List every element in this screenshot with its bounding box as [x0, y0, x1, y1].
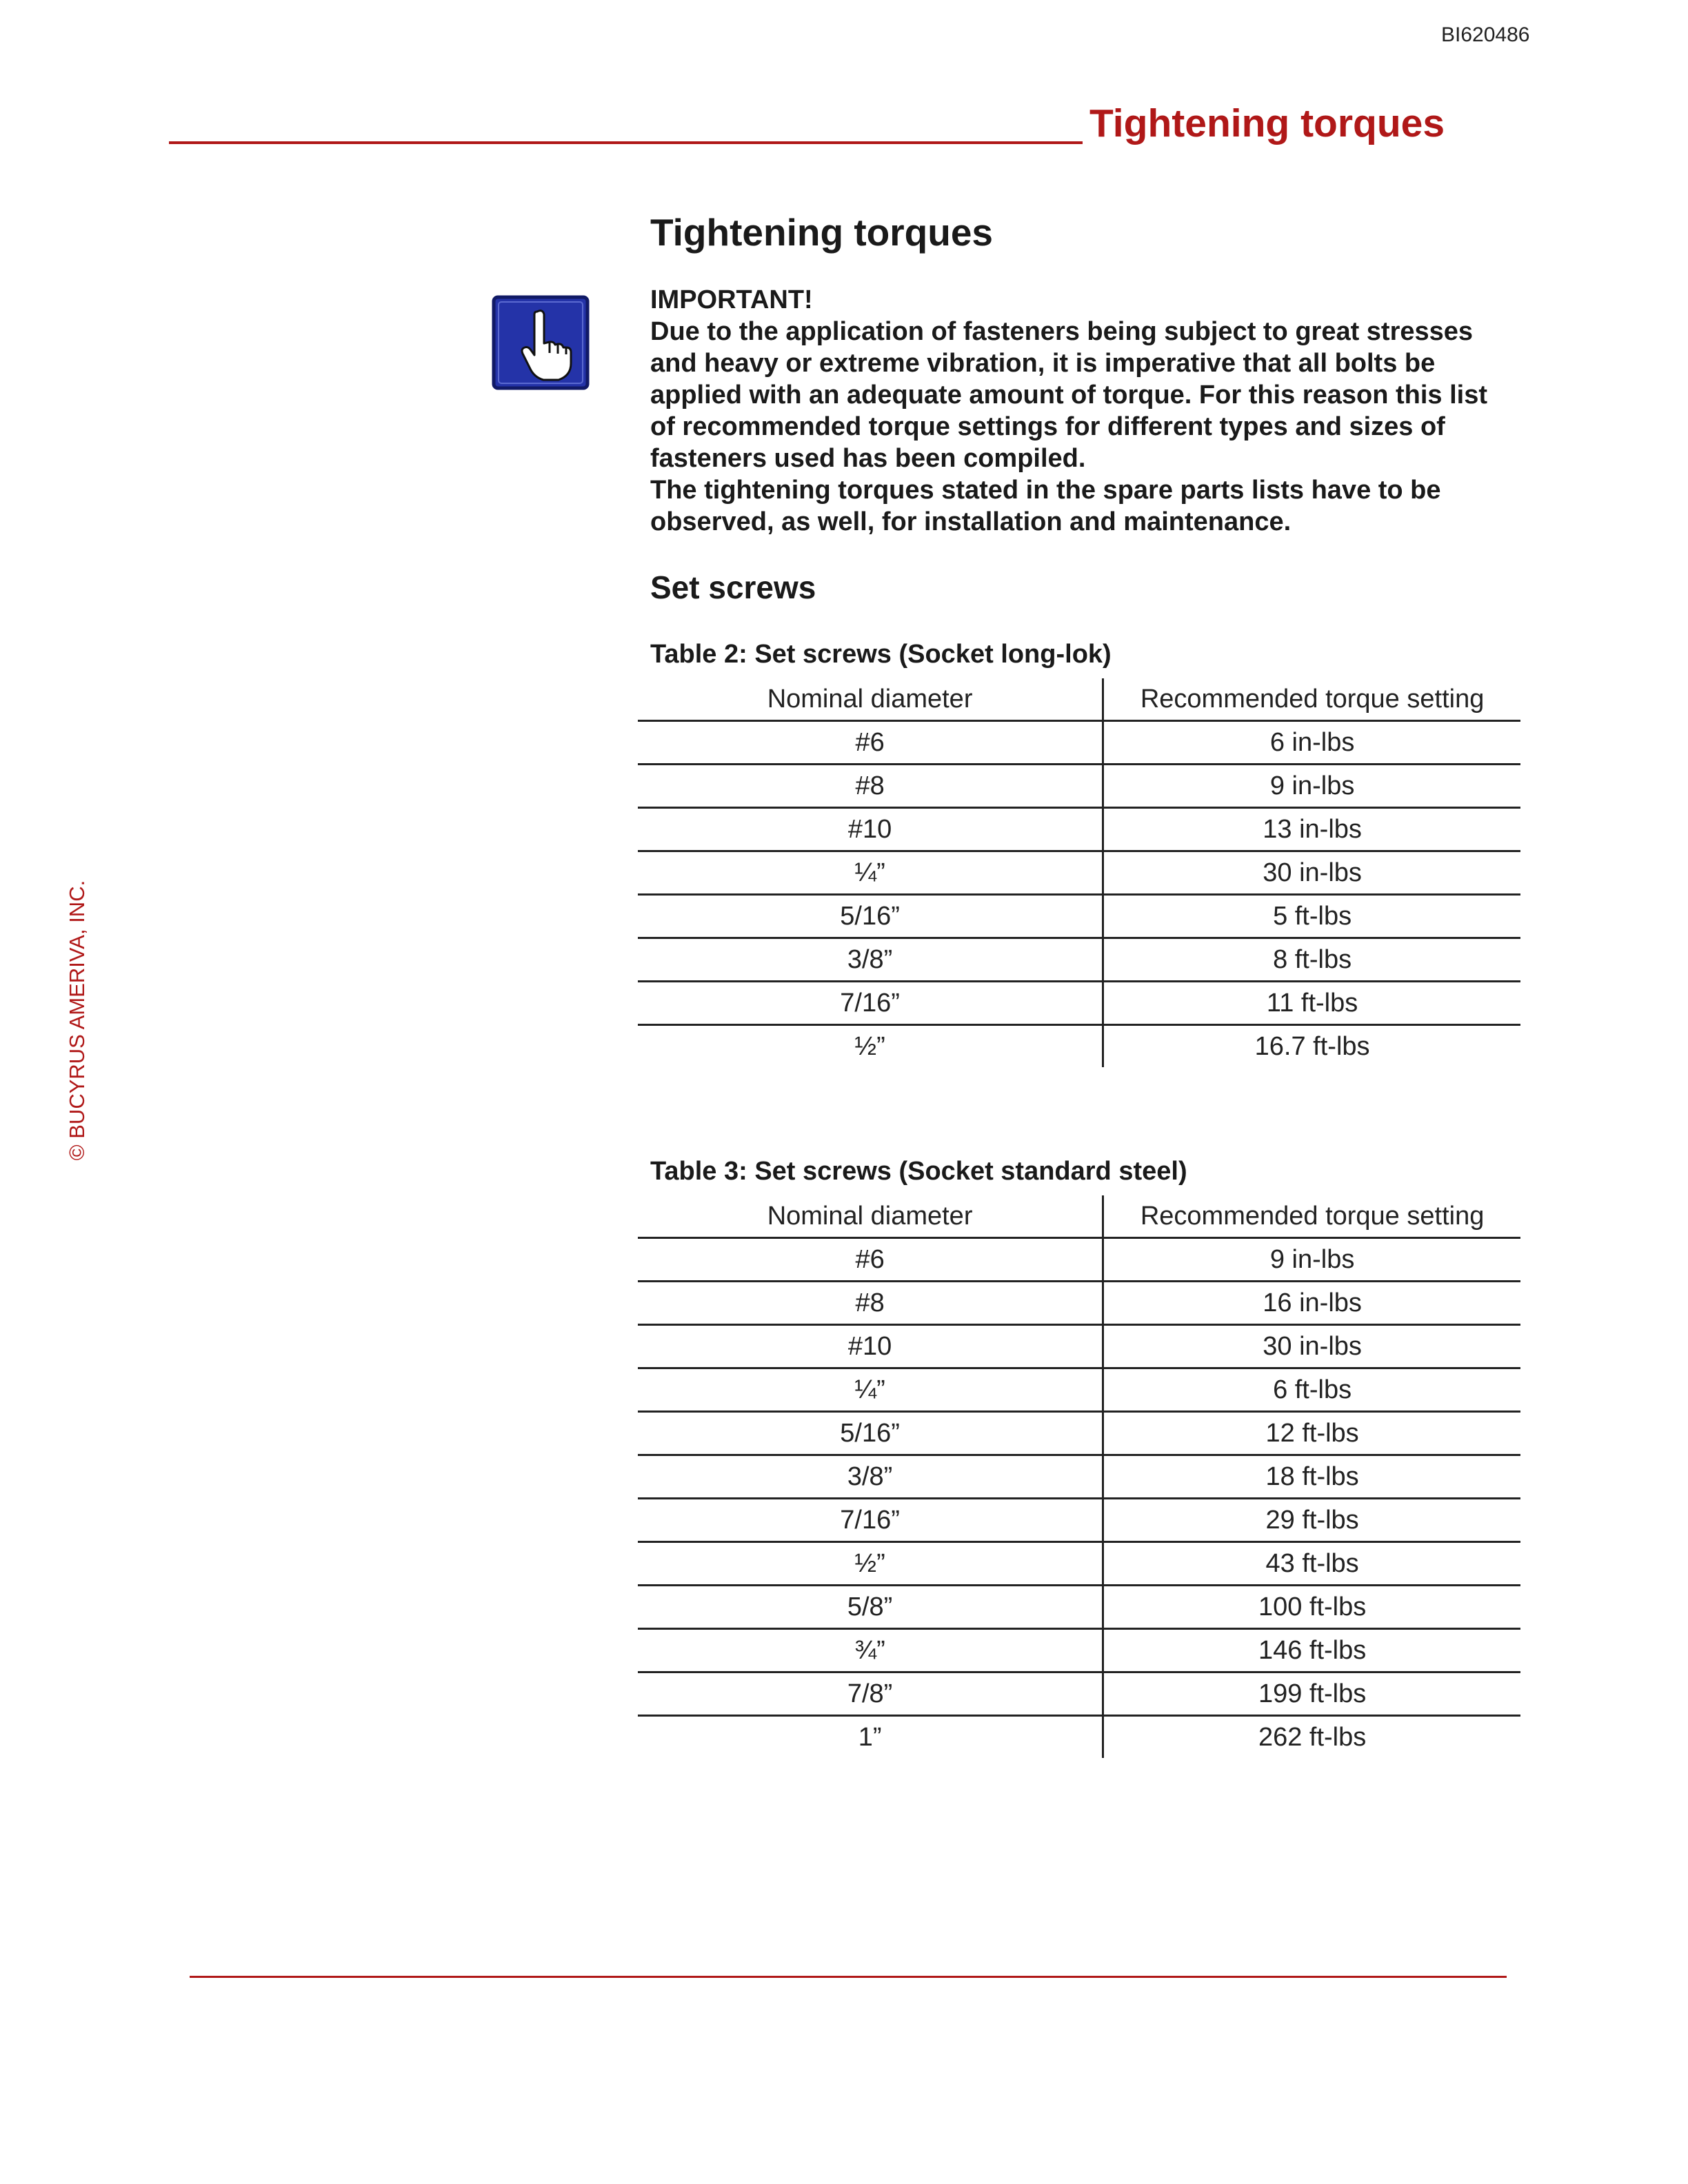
set-screws-title: Set screws [650, 569, 816, 605]
table-row [638, 1672, 1520, 1716]
torque-cell: 16 in-lbs [1103, 1282, 1520, 1325]
diameter-cell: #6 [638, 721, 1103, 765]
torque-cell: 5 ft-lbs [1103, 895, 1520, 938]
footer-rule [190, 1976, 1507, 1978]
diameter-cell: #10 [638, 808, 1103, 851]
diameter-cell: #6 [638, 1238, 1103, 1282]
diameter-cell: 5/16” [638, 1412, 1103, 1455]
table-row [638, 1325, 1520, 1368]
diameter-cell: 3/8” [638, 1455, 1103, 1499]
page-title: Tightening torques [650, 211, 994, 254]
table-row [638, 938, 1520, 982]
header-rule [169, 141, 1083, 144]
table-header-row [638, 678, 1520, 721]
diameter-cell: 5/8” [638, 1586, 1103, 1629]
torque-cell: 262 ft-lbs [1258, 1722, 1367, 1752]
table-row [638, 1238, 1520, 1282]
torque-cell: 9 in-lbs [1103, 1238, 1520, 1282]
table-row [638, 1629, 1520, 1672]
diameter-cell: 7/16” [638, 1499, 1103, 1542]
torque-cell: 16.7 ft-lbs [1254, 1031, 1370, 1061]
table-row [638, 765, 1520, 808]
torque-cell: 30 in-lbs [1103, 851, 1520, 895]
table3 [638, 1195, 1520, 1758]
copyright-text: © BUCYRUS AMERIVA, INC. [65, 880, 89, 1161]
column-header: Recommended torque setting [1103, 678, 1520, 721]
torque-cell: 30 in-lbs [1103, 1325, 1520, 1368]
document-id: BI620486 [1441, 23, 1530, 46]
torque-cell: 146 ft-lbs [1103, 1629, 1520, 1672]
diameter-cell: #10 [638, 1325, 1103, 1368]
diameter-cell: 3/8” [638, 938, 1103, 982]
table-row [638, 1499, 1520, 1542]
torque-cell: 9 in-lbs [1103, 765, 1520, 808]
table2 [638, 678, 1520, 1067]
header-title: Tightening torques [1089, 101, 1445, 145]
table2-caption: Table 2: Set screws (Socket long-lok) [650, 640, 1112, 669]
diameter-cell: 7/8” [638, 1672, 1103, 1716]
diameter-cell: 7/16” [638, 982, 1103, 1025]
table-row [638, 721, 1520, 765]
table-row [638, 895, 1520, 938]
important-text-2: The tightening torques stated in the spare parts lists have to be observed, as well, for installation and maintenance. [650, 476, 1441, 536]
important-heading: IMPORTANT! [650, 285, 813, 314]
torque-cell: 18 ft-lbs [1103, 1455, 1520, 1499]
copyright-sidebar [63, 876, 91, 1165]
table-row [638, 1716, 1520, 1759]
table-row [638, 851, 1520, 895]
important-note [650, 284, 1519, 538]
column-header: Nominal diameter [638, 1195, 1103, 1238]
torque-cell: 11 ft-lbs [1103, 982, 1520, 1025]
diameter-cell: ¼” [638, 1368, 1103, 1412]
table-row [638, 1542, 1520, 1586]
torque-cell: 8 ft-lbs [1103, 938, 1520, 982]
table-row [638, 1586, 1520, 1629]
diameter-cell: 5/16” [638, 895, 1103, 938]
diameter-cell: ¼” [638, 851, 1103, 895]
table-row [638, 1412, 1520, 1455]
diameter-cell: ¾” [638, 1629, 1103, 1672]
torque-cell: 29 ft-lbs [1103, 1499, 1520, 1542]
torque-cell: 43 ft-lbs [1103, 1542, 1520, 1586]
table-row [638, 1368, 1520, 1412]
table3-caption: Table 3: Set screws (Socket standard steel) [650, 1157, 1187, 1186]
column-header: Recommended torque setting [1103, 1195, 1520, 1238]
torque-cell: 6 in-lbs [1103, 721, 1520, 765]
torque-cell: 199 ft-lbs [1103, 1672, 1520, 1716]
table-row [638, 1455, 1520, 1499]
torque-cell: 6 ft-lbs [1103, 1368, 1520, 1412]
table-header-row [638, 1195, 1520, 1238]
diameter-cell: 1” [638, 1716, 1103, 1759]
torque-cell: 12 ft-lbs [1103, 1412, 1520, 1455]
torque-cell: 100 ft-lbs [1103, 1586, 1520, 1629]
table-row [638, 1025, 1520, 1068]
pointing-finger-icon [492, 295, 590, 390]
table-row [638, 808, 1520, 851]
diameter-cell: ½” [638, 1542, 1103, 1586]
diameter-cell: ½” [638, 1025, 1103, 1068]
important-text-1: Due to the application of fasteners being subject to great stresses and heavy or extreme vibration, it is imperative that all bolts be applied with an adequate amount of torque. For this reason this list of recommended torque settings for different types and sizes of fasteners used has been compiled. [650, 317, 1487, 473]
column-header: Nominal diameter [638, 678, 1103, 721]
table-row [638, 982, 1520, 1025]
diameter-cell: #8 [638, 765, 1103, 808]
torque-cell: 13 in-lbs [1103, 808, 1520, 851]
diameter-cell: #8 [638, 1282, 1103, 1325]
table-row [638, 1282, 1520, 1325]
